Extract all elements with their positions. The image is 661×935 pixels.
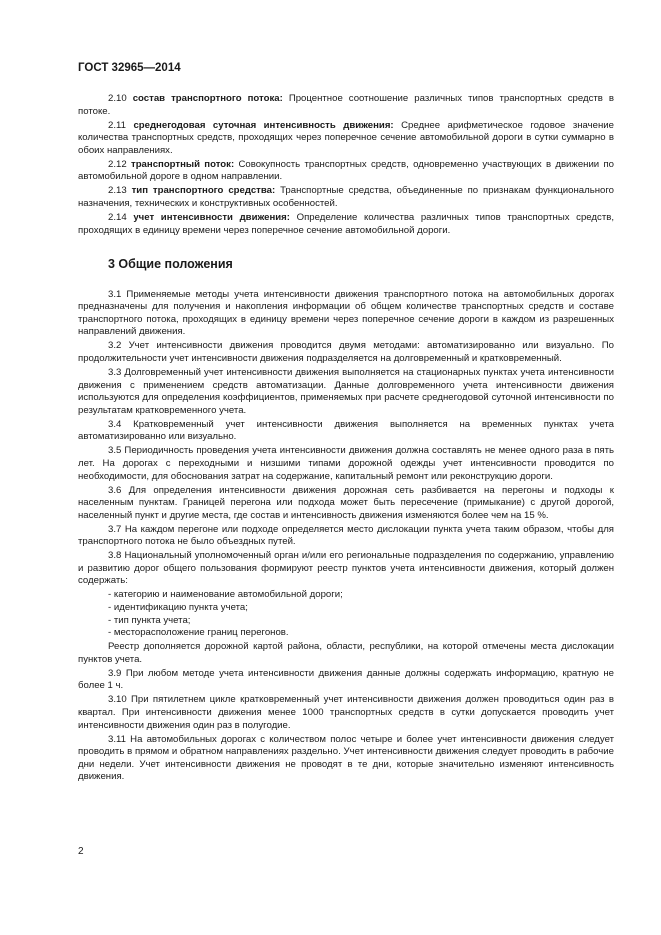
definition-number: 2.13 — [108, 185, 127, 197]
paragraph-3-1: 3.1 Применяемые методы учета интенсивности движения транспортного потока на автомобильных дорогах предназначены для получения и накопления информации об общем количестве транспортных средств и составе транспортного потока, проходящих в единицу времени через поперечное сечение дороги в каждом из разрешенных направлений движения. — [78, 288, 614, 338]
paragraph-3-7: 3.7 На каждом перегоне или подходе определяется место дислокации пункта учета таким образом, чтобы для транспортного потока не было объездных путей. — [78, 523, 614, 548]
definition-term: учет интенсивности движения: — [133, 211, 290, 223]
definition-term: тип транспортного средства: — [131, 185, 276, 197]
page-content — [78, 93, 614, 785]
list-item: - идентификацию пункта учета; — [78, 602, 614, 615]
definition-text: Процентное соотношение различных типов транспортных средств в потоке. — [78, 93, 614, 117]
definition-number: 2.11 — [108, 119, 126, 131]
definition-term: состав транспортного потока: — [132, 93, 283, 104]
paragraph-3-2: 3.2 Учет интенсивности движения проводится двумя методами: автоматизированно или визуально. По продолжительности учет интенсивности движения подразделяется на долговременный и кратковременный. — [78, 340, 614, 365]
definition-2-10 — [78, 93, 614, 118]
list-item: - категорию и наименование автомобильной дороги; — [78, 589, 614, 602]
paragraph-3-4: 3.4 Кратковременный учет интенсивности движения выполняется на временных пунктах учета автоматизированно или визуально. — [78, 418, 614, 443]
definition-number: 2.10 — [108, 93, 127, 104]
definition-text: Определение количества различных типов транспортных средств, проходящих в единицу времени через поперечное сечение автомобильной дороги. — [78, 211, 614, 236]
definition-number: 2.14 — [108, 211, 127, 223]
definition-term: среднегодовая суточная интенсивность движения: — [133, 119, 394, 131]
definition-2-11 — [78, 120, 614, 158]
section-title: 3 Общие положения — [108, 257, 233, 272]
paragraph-3-3: 3.3 Долговременный учет интенсивности движения выполняется на стационарных пунктах учета интенсивности движения с применением средств автоматизации. Данные долговременного учета интенсивности движения используются для определения коэффициентов, применяемых при расчете среднегодовой суточной интенсивности по результатам кратковременного учета. — [78, 367, 614, 416]
definition-text: Совокупность транспортных средств, одновременно участвующих в движении по автомобильной дороге в одном направлении. — [78, 158, 615, 183]
paragraph-3-9: 3.9 При любом методе учета интенсивности движения данные должны содержать информацию, кратную не более 1 ч. — [78, 667, 614, 692]
paragraph-3-5: 3.5 Периодичность проведения учета интенсивности движения должна составлять не менее одного раза в пять лет. На дорогах с переходными и низшими типами дорожной одежды учет интенсивности проводится по необходимости, для обоснования затрат на содержание, капитальный ремонт или реконструкцию дороги. — [78, 445, 614, 482]
definition-term: транспортный поток: — [131, 158, 235, 170]
definition-text: Транспортные средства, объединенные по признакам функционального назначения, технических и конструктивных особенностей. — [78, 185, 614, 209]
paragraph-3-8-continued: Реестр дополняется дорожной картой района, области, республики, на которой отмечены места дислокации пунктов учета. — [78, 641, 614, 665]
list-item: - месторасположение границ перегонов. — [78, 627, 614, 640]
paragraph-3-10: 3.10 При пятилетнем цикле кратковременный учет интенсивности движения должен проводиться один раз в квартал. При интенсивности движения менее 1000 транспортных средств в сутки допускается проводить учет интенсивности движения один раз в полугодие. — [78, 694, 614, 731]
list-item: - тип пункта учета; — [78, 615, 614, 628]
page-number: 2 — [78, 846, 84, 857]
paragraph-3-8: 3.8 Национальный уполномоченный орган и/или его региональные подразделения по содержанию, управлению и развитию дорог общего пользования формируют реестр пунктов учета интенсивности движения, который должен содержать: — [78, 550, 614, 587]
definition-number: 2.12 — [108, 158, 127, 170]
definition-2-12 — [78, 159, 614, 184]
definition-2-13 — [78, 185, 614, 210]
registry-contents-list — [78, 589, 614, 639]
definition-text: Среднее арифметическое годовое значение количества транспортных средств, проходящих через поперечное сечение автомобильной дороги в сутки суммарно в обоих направлениях. — [78, 119, 614, 156]
definition-2-14 — [78, 212, 614, 237]
paragraph-3-6: 3.6 Для определения интенсивности движения дорожная сеть разбивается на перегоны и подходы к населенным пунктам. Границей перегона или подхода может быть пересечение (примыкание) с другой дорогой, населенный пункт и другие места, где состав и интенсивность движения изменяются более чем на 15 %. — [78, 484, 614, 521]
standard-header: ГОСТ 32965—2014 — [78, 62, 181, 74]
paragraph-3-11: 3.11 На автомобильных дорогах с количеством полос четыре и более учет интенсивности движения следует проводить в прямом и обратном направлениях раздельно. Учет интенсивности движения следует проводить в рабочие дни недели. Учет интенсивности движения не проводят в те дни, которые значительно изменяют интенсивность движения. — [78, 733, 614, 783]
